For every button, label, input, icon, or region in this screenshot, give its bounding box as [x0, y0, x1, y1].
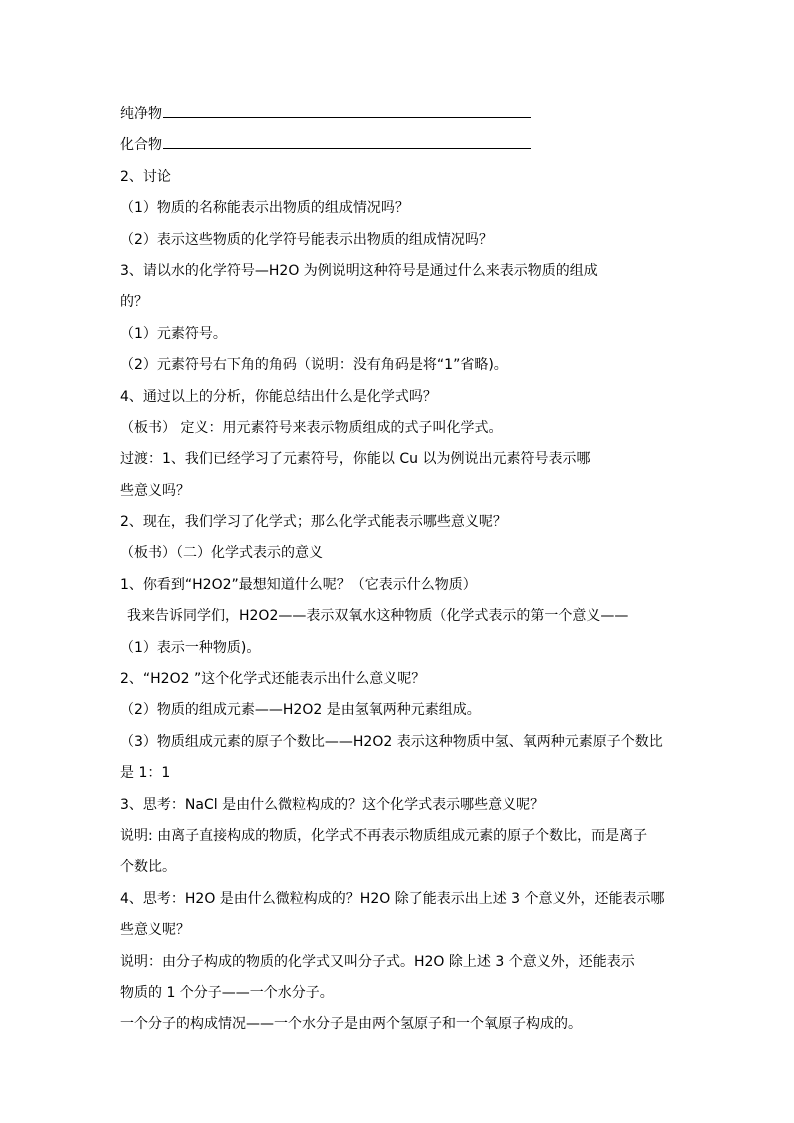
text-line: 是 1：1: [120, 765, 171, 782]
section-heading: 2、讨论: [120, 168, 171, 185]
text-line: （板书） 定义：用元素符号来表示物质组成的式子叫化学式。: [120, 419, 503, 436]
text-line: （1）物质的名称能表示出物质的组成情况吗？: [120, 200, 409, 217]
blank-fill-line: [163, 103, 531, 118]
text-line: （1）表示一种物质)。: [120, 639, 261, 656]
text-line: 1、你看到“H2O2”最想知道什么呢？（它表示什么物质）: [120, 576, 477, 593]
text-line: 些意义吗？: [120, 482, 190, 499]
text-line: 纯净物: [120, 99, 686, 130]
text-line: （1）元素符号。: [120, 325, 227, 342]
text-line: 我来告诉同学们，H2O2——表示双氧水这种物质（化学式表示的第一个意义——: [127, 608, 629, 625]
text-line: 化合物: [120, 130, 686, 161]
text-line: 3、请以水的化学符号—H2O 为例说明这种符号是通过什么来表示物质的组成: [120, 262, 598, 279]
text-line: （2）元素符号右下角的角码（说明：没有角码是将“1”省略)。: [120, 357, 508, 374]
text-line: 4、通过以上的分析，你能总结出什么是化学式吗？: [120, 388, 437, 405]
text-line: 说明: 由离子直接构成的物质，化学式不再表示物质组成元素的原子个数比，而是离子: [120, 827, 648, 844]
text-line: 一个分子的构成情况——一个水分子是由两个氢原子和一个氧原子构成的。: [120, 1016, 582, 1033]
text-line: 些意义呢？: [120, 922, 190, 939]
text-line: 说明：由分子构成的物质的化学式又叫分子式。H2O 除上述 3 个意义外，还能表示: [120, 953, 635, 970]
text-line: （板书）（二）化学式表示的意义: [120, 545, 323, 562]
document-body: [120, 99, 686, 1041]
text-line: 2、“H2O2 ”这个化学式还能表示出什么意义呢？: [120, 671, 426, 688]
text-line: 物质的 1 个分子——一个水分子。: [120, 984, 334, 1001]
text-line: 4、思考：H2O 是由什么微粒构成的？H2O 除了能表示出上述 3 个意义外，还能表示哪: [120, 890, 665, 907]
text-line: 过渡：1、我们已经学习了元素符号，你能以 Cu 以为例说出元素符号表示哪: [120, 451, 591, 468]
text-line: （2）表示这些物质的化学符号能表示出物质的组成情况吗？: [120, 231, 493, 248]
text-line: 的？: [120, 294, 148, 311]
text-line: 3、思考：NaCl 是由什么微粒构成的？这个化学式表示哪些意义呢？: [120, 796, 545, 813]
text-line: 2、现在，我们学习了化学式；那么化学式能表示哪些意义呢？: [120, 514, 507, 531]
blank-fill-line: [163, 134, 531, 149]
text-line: （2）物质的组成元素——H2O2 是由氢氧两种元素组成。: [120, 702, 481, 719]
text-line: 个数比。: [120, 859, 176, 876]
text-line: （3）物质组成元素的原子个数比——H2O2 表示这种物质中氢、氧两种元素原子个数比: [120, 733, 663, 750]
